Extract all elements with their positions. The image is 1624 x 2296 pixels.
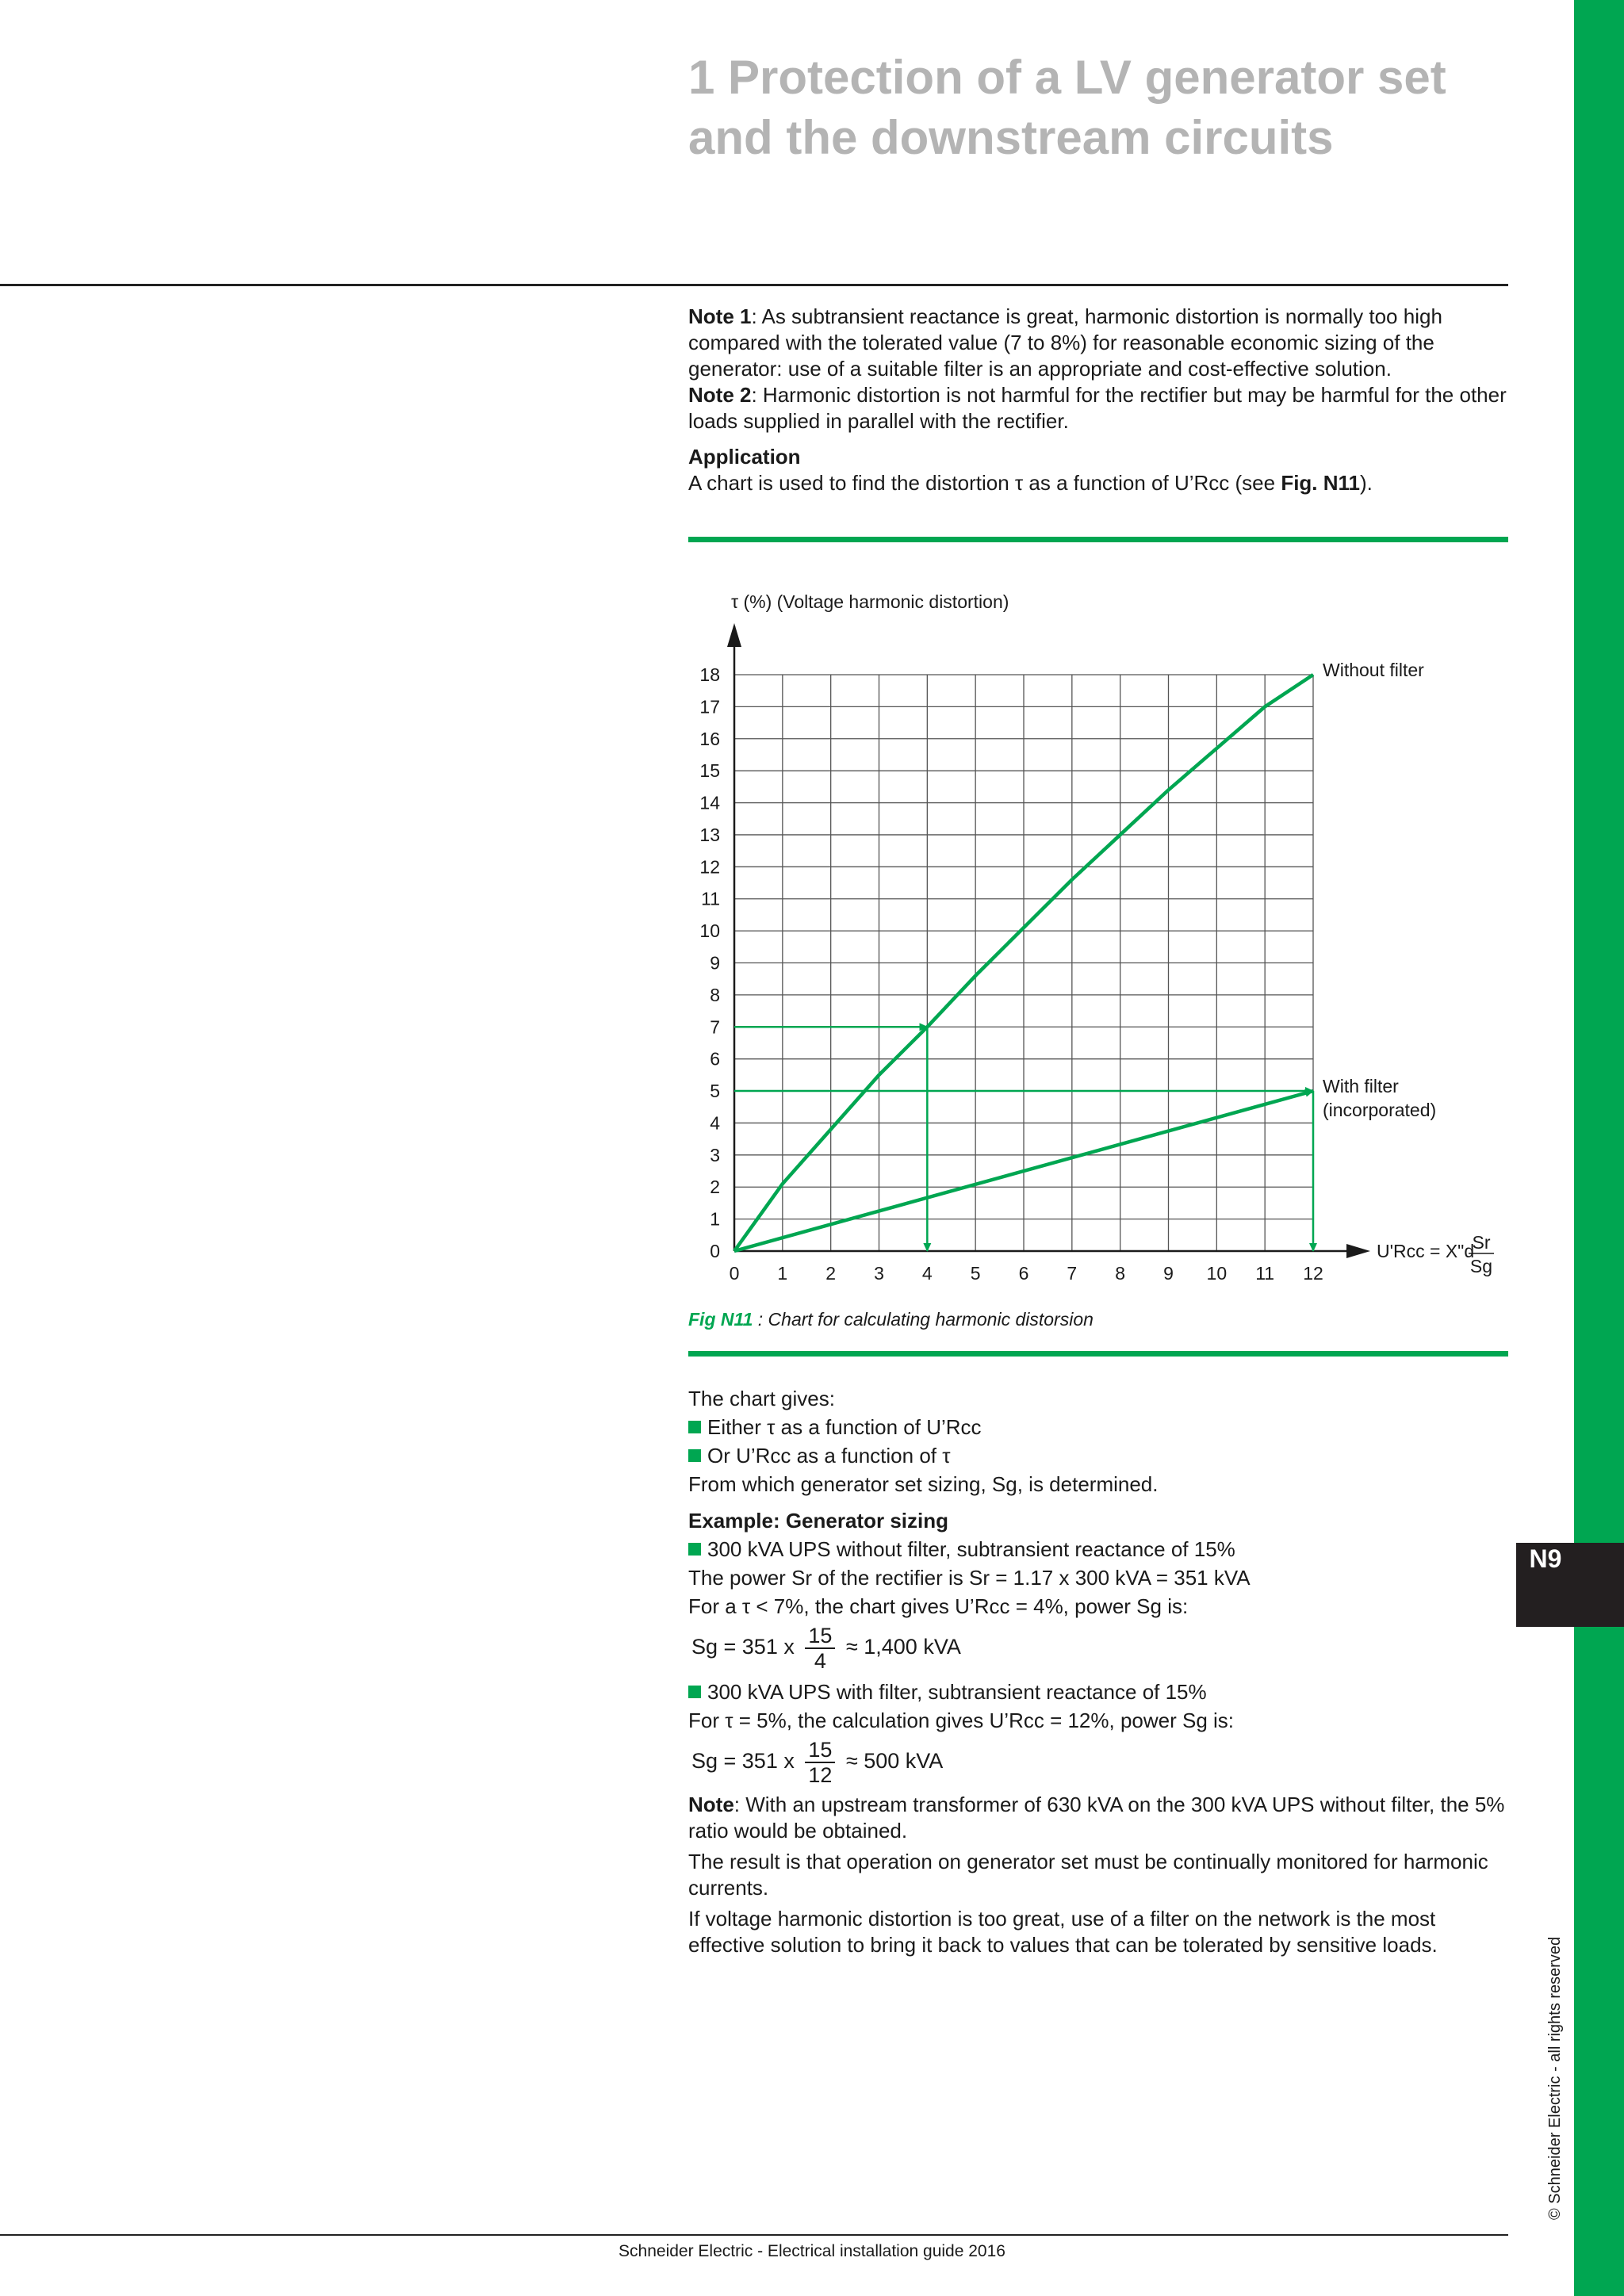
application-heading	[688, 444, 1508, 470]
x-axis-label-numerator: Sr	[1472, 1232, 1491, 1253]
formula-2-lhs: Sg = 351 x	[691, 1749, 795, 1774]
formula-1-rhs: ≈ 1,400 kVA	[845, 1635, 961, 1659]
note-1-label: Note 1	[688, 304, 752, 328]
x-tick-label: 6	[1018, 1263, 1029, 1284]
figure-caption	[688, 1309, 1094, 1330]
y-axis-label: τ (%) (Voltage harmonic distortion)	[731, 591, 1009, 612]
formula-1	[691, 1624, 1508, 1673]
example-heading-text: Example: Generator sizing	[688, 1509, 948, 1533]
y-tick-label: 13	[699, 824, 720, 845]
y-tick-label: 5	[710, 1081, 720, 1102]
formula-1-numerator: 15	[805, 1624, 835, 1649]
intro-section	[688, 304, 1508, 496]
side-accent-bar	[1574, 0, 1624, 2296]
y-tick-label: 9	[710, 952, 720, 974]
note-1	[688, 304, 1508, 382]
application-text-a: A chart is used to find the distortion τ as a function of U’Rcc (see	[688, 471, 1281, 495]
legend-with-filter-subtitle: (incorporated)	[1323, 1100, 1437, 1121]
note-paragraph	[688, 1792, 1508, 1844]
y-tick-label: 15	[699, 760, 720, 782]
y-tick-label: 18	[699, 664, 720, 685]
x-tick-label: 8	[1115, 1263, 1126, 1284]
bullet-square-icon	[688, 1686, 701, 1698]
x-tick-label: 2	[825, 1263, 837, 1284]
formula-2-rhs: ≈ 500 kVA	[845, 1749, 944, 1774]
x-tick-label: 12	[1303, 1263, 1323, 1284]
footer-divider	[0, 2234, 1508, 2236]
title-line-1: 1 Protection of a LV generator set	[688, 51, 1446, 104]
formula-1-lhs: Sg = 351 x	[691, 1635, 795, 1659]
formula-2-fraction	[805, 1738, 835, 1787]
result-paragraph: The result is that operation on generator set must be continually monitored for harmonic currents.	[688, 1850, 1488, 1900]
example-1-line-2: For a τ < 7%, the chart gives U’Rcc = 4%, power Sg is:	[688, 1594, 1189, 1618]
y-tick-label: 6	[710, 1048, 720, 1070]
y-axis-arrow-icon	[727, 623, 741, 647]
bullet-2-text: Or U’Rcc as a function of τ	[707, 1444, 951, 1468]
example-heading	[688, 1506, 1508, 1535]
x-tick-label: 5	[970, 1263, 981, 1284]
x-tick-label: 11	[1255, 1263, 1275, 1284]
formula-2	[691, 1738, 1508, 1787]
formula-1-fraction	[805, 1624, 835, 1673]
example-2-line-1: For τ = 5%, the calculation gives U’Rcc = 12%, power Sg is:	[688, 1709, 1235, 1732]
note-text: : With an upstream transformer of 630 kVA on the 300 kVA UPS without filter, the 5% ratio would be obtained.	[688, 1793, 1505, 1843]
list-item	[688, 1535, 1508, 1563]
from-which: From which generator set sizing, Sg, is determined.	[688, 1472, 1159, 1496]
formula-1-denominator: 4	[814, 1649, 826, 1673]
figure-caption-text: : Chart for calculating harmonic distorsion	[753, 1309, 1094, 1330]
note-2-text: : Harmonic distortion is not harmful for the rectifier but may be harmful for the other loads supplied in parallel with the rectifier.	[688, 383, 1507, 433]
y-tick-label: 2	[710, 1177, 720, 1198]
footer-text: Schneider Electric - Electrical installation guide 2016	[619, 2242, 1005, 2260]
y-tick-label: 3	[710, 1144, 720, 1165]
example-1-bullet: 300 kVA UPS without filter, subtransient reactance of 15%	[707, 1537, 1235, 1561]
y-tick-label: 4	[710, 1112, 720, 1134]
y-tick-label: 17	[699, 696, 720, 718]
harmonic-distortion-chart	[688, 587, 1493, 1292]
x-tick-label: 0	[729, 1263, 740, 1284]
application-text	[688, 470, 1508, 496]
y-tick-label: 10	[699, 920, 720, 942]
chart-gives: The chart gives:	[688, 1387, 835, 1410]
x-tick-label: 9	[1163, 1263, 1174, 1284]
note-label: Note	[688, 1793, 734, 1816]
x-tick-label: 7	[1067, 1263, 1078, 1284]
y-tick-label: 12	[699, 856, 720, 878]
y-tick-label: 14	[699, 792, 720, 813]
note-2-label: Note 2	[688, 383, 752, 407]
page-number-badge	[1516, 1543, 1624, 1627]
x-axis-arrow-icon	[1346, 1244, 1370, 1258]
x-tick-label: 3	[874, 1263, 884, 1284]
application-text-b: ).	[1360, 471, 1373, 495]
list-item	[688, 1441, 1508, 1470]
legend-without-filter: Without filter	[1323, 660, 1424, 680]
y-tick-label: 11	[701, 888, 720, 909]
figure-top-rule	[688, 537, 1508, 542]
example-1-line-1: The power Sr of the rectifier is Sr = 1.17 x 300 kVA = 351 kVA	[688, 1566, 1251, 1590]
header-divider	[0, 284, 1508, 286]
figure-reference-link[interactable]: Fig. N11	[1281, 471, 1361, 495]
example-2-bullet: 300 kVA UPS with filter, subtransient reactance of 15%	[707, 1680, 1207, 1704]
page-number: N9	[1529, 1544, 1562, 1573]
x-axis-label-denominator: Sg	[1469, 1256, 1493, 1276]
note-2	[688, 382, 1508, 434]
formula-2-denominator: 12	[808, 1763, 833, 1787]
bullet-square-icon	[688, 1449, 701, 1462]
x-tick-label: 10	[1206, 1263, 1228, 1284]
note-1-text: : As subtransient reactance is great, harmonic distortion is normally too high compared with the tolerated value (7 to 8%) for reasonable economic sizing of the generator: use of a suitable filter is an appropriate and cost-effective solution.	[688, 304, 1442, 381]
y-tick-label: 7	[710, 1016, 720, 1038]
figure-caption-label: Fig N11	[688, 1309, 753, 1330]
bullet-1-text: Either τ as a function of U’Rcc	[707, 1415, 982, 1439]
x-axis-label: U'Rcc = X"d	[1377, 1241, 1475, 1261]
formula-2-numerator: 15	[805, 1738, 835, 1763]
bullet-square-icon	[688, 1543, 701, 1556]
x-tick-label: 1	[777, 1263, 788, 1284]
y-tick-label: 0	[710, 1241, 720, 1261]
bullet-square-icon	[688, 1421, 701, 1433]
y-tick-label: 16	[699, 728, 720, 749]
legend-with-filter: With filter	[1323, 1076, 1399, 1097]
body-section	[688, 1384, 1508, 1958]
page-footer	[0, 2242, 1624, 2261]
y-tick-label: 1	[710, 1208, 720, 1230]
copyright-notice: © Schneider Electric - all rights reserved	[1546, 1936, 1564, 2220]
list-item	[688, 1678, 1508, 1706]
title-line-2: and the downstream circuits	[688, 111, 1334, 164]
final-paragraph: If voltage harmonic distortion is too great, use of a filter on the network is the most effective solution to bring it back to values that can be tolerated by sensitive loads.	[688, 1907, 1438, 1957]
list-item	[688, 1413, 1508, 1441]
y-tick-label: 8	[710, 984, 720, 1005]
figure-bottom-rule	[688, 1351, 1508, 1357]
page-title	[688, 48, 1568, 168]
application-heading-text: Application	[688, 445, 801, 469]
x-tick-label: 4	[921, 1263, 933, 1284]
